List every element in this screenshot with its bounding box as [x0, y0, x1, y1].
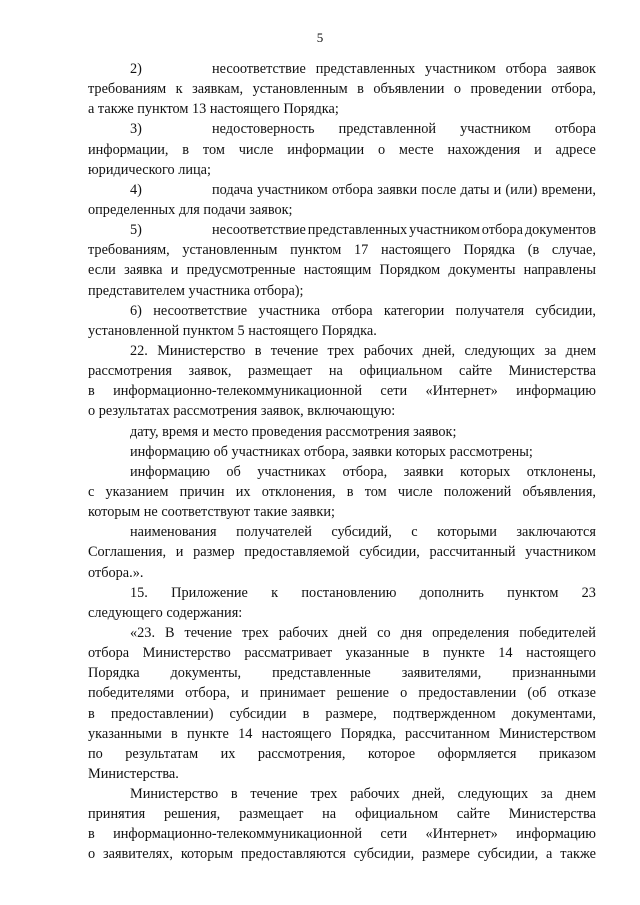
word: официальном: [354, 806, 439, 823]
word: размещает: [248, 363, 313, 380]
word: настоящим: [303, 262, 372, 279]
text-line: [88, 160, 596, 180]
word: на: [322, 806, 337, 823]
text-line: [88, 442, 596, 462]
word: заявок: [556, 61, 596, 77]
word: указанными: [88, 725, 162, 742]
word: следующих: [457, 786, 529, 803]
word: отбора: [331, 181, 374, 198]
word: Министерства: [508, 806, 596, 823]
word: В: [165, 624, 175, 641]
word: документов: [524, 222, 596, 239]
justified-words: [212, 119, 596, 139]
text-line: [88, 643, 596, 663]
word: о: [377, 141, 386, 158]
word: «23.: [130, 624, 156, 641]
word: подача: [212, 181, 253, 198]
word: днем: [565, 786, 596, 803]
word: предоставляются: [240, 846, 346, 863]
word: Приложение: [171, 584, 248, 601]
word: Министерство: [130, 786, 219, 803]
word: решения,: [163, 806, 221, 823]
word: причин: [179, 483, 225, 500]
text-line: [88, 119, 596, 139]
word: настоящего: [380, 242, 451, 259]
word: рассчитанном: [405, 725, 490, 742]
word: о: [453, 81, 461, 98]
text-line: [88, 301, 596, 321]
word: в: [88, 826, 95, 843]
word: субсидии,: [477, 846, 539, 863]
word: времени,: [541, 181, 596, 198]
word: их: [235, 483, 251, 500]
line-text: следующего содержания:: [88, 604, 243, 621]
word: получателей: [236, 524, 312, 541]
word: днем: [565, 342, 596, 359]
word: отбора: [554, 121, 596, 138]
word: категории: [383, 302, 445, 319]
word: Порядка: [463, 242, 516, 259]
word: объявлении: [373, 81, 445, 98]
word: пунктом: [507, 584, 559, 601]
text-line: [88, 623, 596, 643]
text-line: [88, 220, 596, 240]
list-number: 3): [130, 121, 142, 138]
word: представленной: [338, 121, 437, 138]
text-line: [88, 99, 596, 119]
word: участниках: [257, 463, 327, 480]
word: Порядка: [88, 665, 140, 682]
word: указанием: [105, 483, 169, 500]
word: предусмотренные: [186, 262, 296, 279]
word: признанными: [512, 665, 596, 682]
word: принятия: [88, 806, 146, 823]
line-text: которым не соответствуют такие заявки;: [88, 504, 335, 521]
word: «Интернет»: [425, 383, 498, 400]
word: а: [546, 846, 553, 863]
word: о: [400, 685, 408, 702]
text-line: [88, 784, 596, 804]
word: о: [88, 846, 96, 863]
text-line: [88, 683, 596, 703]
word: также: [560, 846, 596, 863]
word: отбора,: [551, 81, 596, 98]
word: Министерство: [142, 645, 231, 662]
word: в: [88, 705, 95, 722]
word: оформляется: [437, 745, 517, 762]
word: сети: [380, 383, 408, 400]
text-line: [88, 583, 596, 603]
word: отбора: [331, 302, 373, 319]
word: отклонены,: [526, 463, 596, 480]
line-text: отбора.».: [88, 564, 144, 581]
word: заявкам,: [192, 81, 244, 98]
word: подтвержденном: [392, 705, 496, 722]
word: в: [88, 383, 95, 400]
word: предоставляемой: [244, 544, 350, 561]
word: информации,: [88, 141, 169, 158]
text-line: [88, 240, 596, 260]
word: предоставлении: [418, 685, 517, 702]
word: рабочих: [278, 624, 329, 641]
word: заявка: [124, 262, 163, 279]
word: решение: [336, 685, 389, 702]
text-line: [88, 260, 596, 280]
word: пункте: [442, 645, 485, 662]
word: (об: [527, 685, 547, 702]
word: после: [421, 181, 457, 198]
list-number: 4): [130, 181, 142, 198]
word: 22.: [130, 342, 148, 359]
word: которых: [460, 463, 511, 480]
word: адресе: [555, 141, 596, 158]
word: результатам: [125, 745, 199, 762]
word: получателя: [455, 302, 525, 319]
word: в: [182, 141, 190, 158]
word: случае,: [551, 242, 596, 259]
text-line: [88, 180, 596, 200]
justified-words: [212, 180, 596, 200]
word: к: [175, 81, 183, 98]
word: (или): [505, 181, 538, 198]
word: том: [202, 141, 225, 158]
document-body: [88, 59, 596, 865]
line-text: дату, время и место проведения рассмотрения заявок;: [130, 423, 457, 440]
word: информации: [287, 141, 365, 158]
word: течение: [270, 342, 319, 359]
text-line: [88, 744, 596, 764]
text-line: [88, 462, 596, 482]
word: числе: [238, 141, 274, 158]
word: победителями: [88, 685, 174, 702]
word: Министерство: [157, 342, 246, 359]
word: участником: [525, 544, 596, 561]
word: несоответствие: [212, 222, 306, 239]
word: 23: [581, 584, 596, 601]
word: дней,: [412, 786, 445, 803]
word: (в: [527, 242, 540, 259]
word: пунктом: [290, 242, 342, 259]
word: в: [422, 645, 430, 662]
word: и: [170, 262, 179, 279]
word: Порядка,: [340, 725, 396, 742]
word: субсидии: [229, 705, 287, 722]
word: отбора: [88, 645, 130, 662]
word: дополнить: [419, 584, 484, 601]
text-line: [88, 422, 596, 442]
word: размер: [193, 544, 235, 561]
justified-words: [212, 220, 596, 240]
word: установленным: [252, 81, 348, 98]
word: по: [88, 745, 103, 762]
text-line: [88, 563, 596, 583]
word: 14: [238, 725, 253, 742]
text-line: [88, 502, 596, 522]
word: Соглашения,: [88, 544, 167, 561]
word: информационно-телекоммуникационной: [113, 826, 363, 843]
line-text: представителем участника отбора);: [88, 282, 304, 299]
word: и: [240, 685, 249, 702]
list-number: 5): [130, 222, 142, 239]
word: информацию: [516, 826, 596, 843]
word: заявок,: [188, 363, 232, 380]
word: требованиям: [88, 81, 167, 98]
word: участника: [258, 302, 321, 319]
word: которыми: [437, 524, 497, 541]
justified-words: [212, 59, 596, 79]
word: 17: [353, 242, 369, 259]
text-line: [88, 401, 596, 421]
word: участником: [460, 121, 531, 138]
word: их: [220, 745, 236, 762]
word: постановлению: [301, 584, 397, 601]
word: отбора: [481, 222, 523, 239]
text-line: [88, 724, 596, 744]
word: информацию: [516, 383, 596, 400]
word: заявителях,: [102, 846, 173, 863]
word: несоответствие: [153, 302, 248, 319]
word: нахождения: [447, 141, 521, 158]
word: установленным: [182, 242, 278, 259]
word: заявки: [377, 181, 418, 198]
word: в: [254, 342, 262, 359]
word: в: [357, 81, 364, 98]
word: даты: [460, 181, 490, 198]
word: приказом: [538, 745, 596, 762]
word: том: [364, 483, 387, 500]
word: течение: [184, 624, 232, 641]
word: в: [171, 725, 178, 742]
text-line: [88, 704, 596, 724]
word: требованиям,: [88, 242, 170, 259]
word: представленных: [307, 222, 408, 239]
word: 15.: [130, 584, 148, 601]
word: документы,: [170, 665, 242, 682]
text-line: [88, 764, 596, 784]
word: отбора,: [185, 685, 230, 702]
word: настоящего: [526, 645, 596, 662]
word: за: [544, 342, 557, 359]
word: сайте: [456, 806, 490, 823]
word: отбора,: [342, 463, 388, 480]
word: течение: [250, 786, 298, 803]
text-line: [88, 140, 596, 160]
word: субсидии,: [353, 846, 415, 863]
word: трех: [310, 786, 338, 803]
word: если: [88, 262, 116, 279]
text-line: [88, 381, 596, 401]
word: участником: [257, 181, 328, 198]
word: к: [271, 584, 279, 601]
word: пункте: [187, 725, 229, 742]
line-text: информацию об участниках отбора, заявки которых рассмотрены;: [130, 443, 533, 460]
text-line: [88, 59, 596, 79]
word: отбора: [505, 61, 547, 77]
word: официальном: [359, 363, 443, 380]
word: документы: [448, 262, 516, 279]
word: определения: [432, 624, 510, 641]
word: объявления,: [522, 483, 596, 500]
word: рабочих: [363, 342, 414, 359]
word: настоящего: [261, 725, 332, 742]
word: за: [540, 786, 553, 803]
word: предоставлении): [110, 705, 214, 722]
word: сети: [380, 826, 408, 843]
word: трех: [327, 342, 355, 359]
text-line: [88, 804, 596, 824]
word: размещает: [239, 806, 304, 823]
word: отклонения,: [261, 483, 336, 500]
word: числе: [397, 483, 433, 500]
text-line: [88, 522, 596, 542]
word: недостоверность: [212, 121, 315, 138]
text-line: [88, 361, 596, 381]
word: документами,: [511, 705, 596, 722]
word: проведении: [470, 81, 542, 98]
word: субсидий,: [331, 524, 392, 541]
word: несоответствие: [212, 61, 306, 77]
word: субсидии,: [359, 544, 420, 561]
word: рассчитанный: [429, 544, 516, 561]
text-line: [88, 824, 596, 844]
word: заключаются: [516, 524, 596, 541]
word: следующих: [464, 342, 536, 359]
word: субсидии,: [535, 302, 596, 319]
word: «Интернет»: [425, 826, 498, 843]
list-number: 2): [130, 61, 142, 77]
text-line: [88, 542, 596, 562]
word: и: [493, 181, 502, 198]
text-line: [88, 603, 596, 623]
word: наименования: [130, 524, 217, 541]
word: трех: [241, 624, 269, 641]
word: дней,: [422, 342, 456, 359]
word: в: [302, 705, 310, 722]
word: размере,: [325, 705, 377, 722]
word: размере: [422, 846, 470, 863]
word: которое: [367, 745, 416, 762]
word: рассматривает: [244, 645, 333, 662]
word: заявки: [403, 463, 444, 480]
word: дня: [400, 624, 423, 641]
word: с: [411, 524, 418, 541]
line-text: а также пунктом 13 настоящего Порядка;: [88, 101, 339, 118]
line-text: юридического лица;: [88, 161, 211, 178]
text-line: [88, 663, 596, 683]
word: и: [534, 141, 542, 158]
word: рассмотрения: [88, 363, 172, 380]
word: информационно-телекоммуникационной: [113, 383, 363, 400]
word: информацию: [130, 463, 210, 480]
word: представленных: [315, 61, 416, 77]
text-line: [88, 844, 596, 864]
word: направлены: [523, 262, 596, 279]
word: рассмотрения,: [257, 745, 346, 762]
page-number: 5: [316, 30, 324, 45]
word: принимает: [259, 685, 326, 702]
word: об: [226, 463, 241, 480]
word: 14: [498, 645, 513, 662]
word: участником: [409, 222, 480, 239]
word: отказе: [557, 685, 596, 702]
text-line: [88, 200, 596, 220]
word: с: [88, 483, 95, 500]
word: указанные: [345, 645, 410, 662]
word: Министерством: [498, 725, 596, 742]
text-line: [88, 281, 596, 301]
word: победителей: [519, 624, 596, 641]
word: на: [328, 363, 343, 380]
word: в: [230, 786, 238, 803]
word: Министерства: [508, 363, 596, 380]
text-line: [88, 321, 596, 341]
word: в: [346, 483, 354, 500]
text-line: [88, 482, 596, 502]
word: сайте: [459, 363, 493, 380]
line-text: о результатах рассмотрения заявок, включающую:: [88, 403, 396, 420]
word: дней: [338, 624, 368, 641]
word: и: [175, 544, 184, 561]
word: 6): [130, 302, 142, 319]
line-text: определенных для подачи заявок;: [88, 201, 293, 218]
word: рабочих: [350, 786, 400, 803]
word: представленные: [272, 665, 371, 682]
word: положений: [443, 483, 512, 500]
word: заявителями,: [401, 665, 482, 682]
line-text: установленной пунктом 5 настоящего Порядка.: [88, 322, 377, 339]
word: которым: [180, 846, 234, 863]
word: Порядком: [379, 262, 441, 279]
text-line: [88, 79, 596, 99]
text-line: [88, 341, 596, 361]
word: месте: [398, 141, 434, 158]
word: со: [377, 624, 391, 641]
line-text: Министерства.: [88, 765, 179, 782]
word: участником: [425, 61, 496, 77]
